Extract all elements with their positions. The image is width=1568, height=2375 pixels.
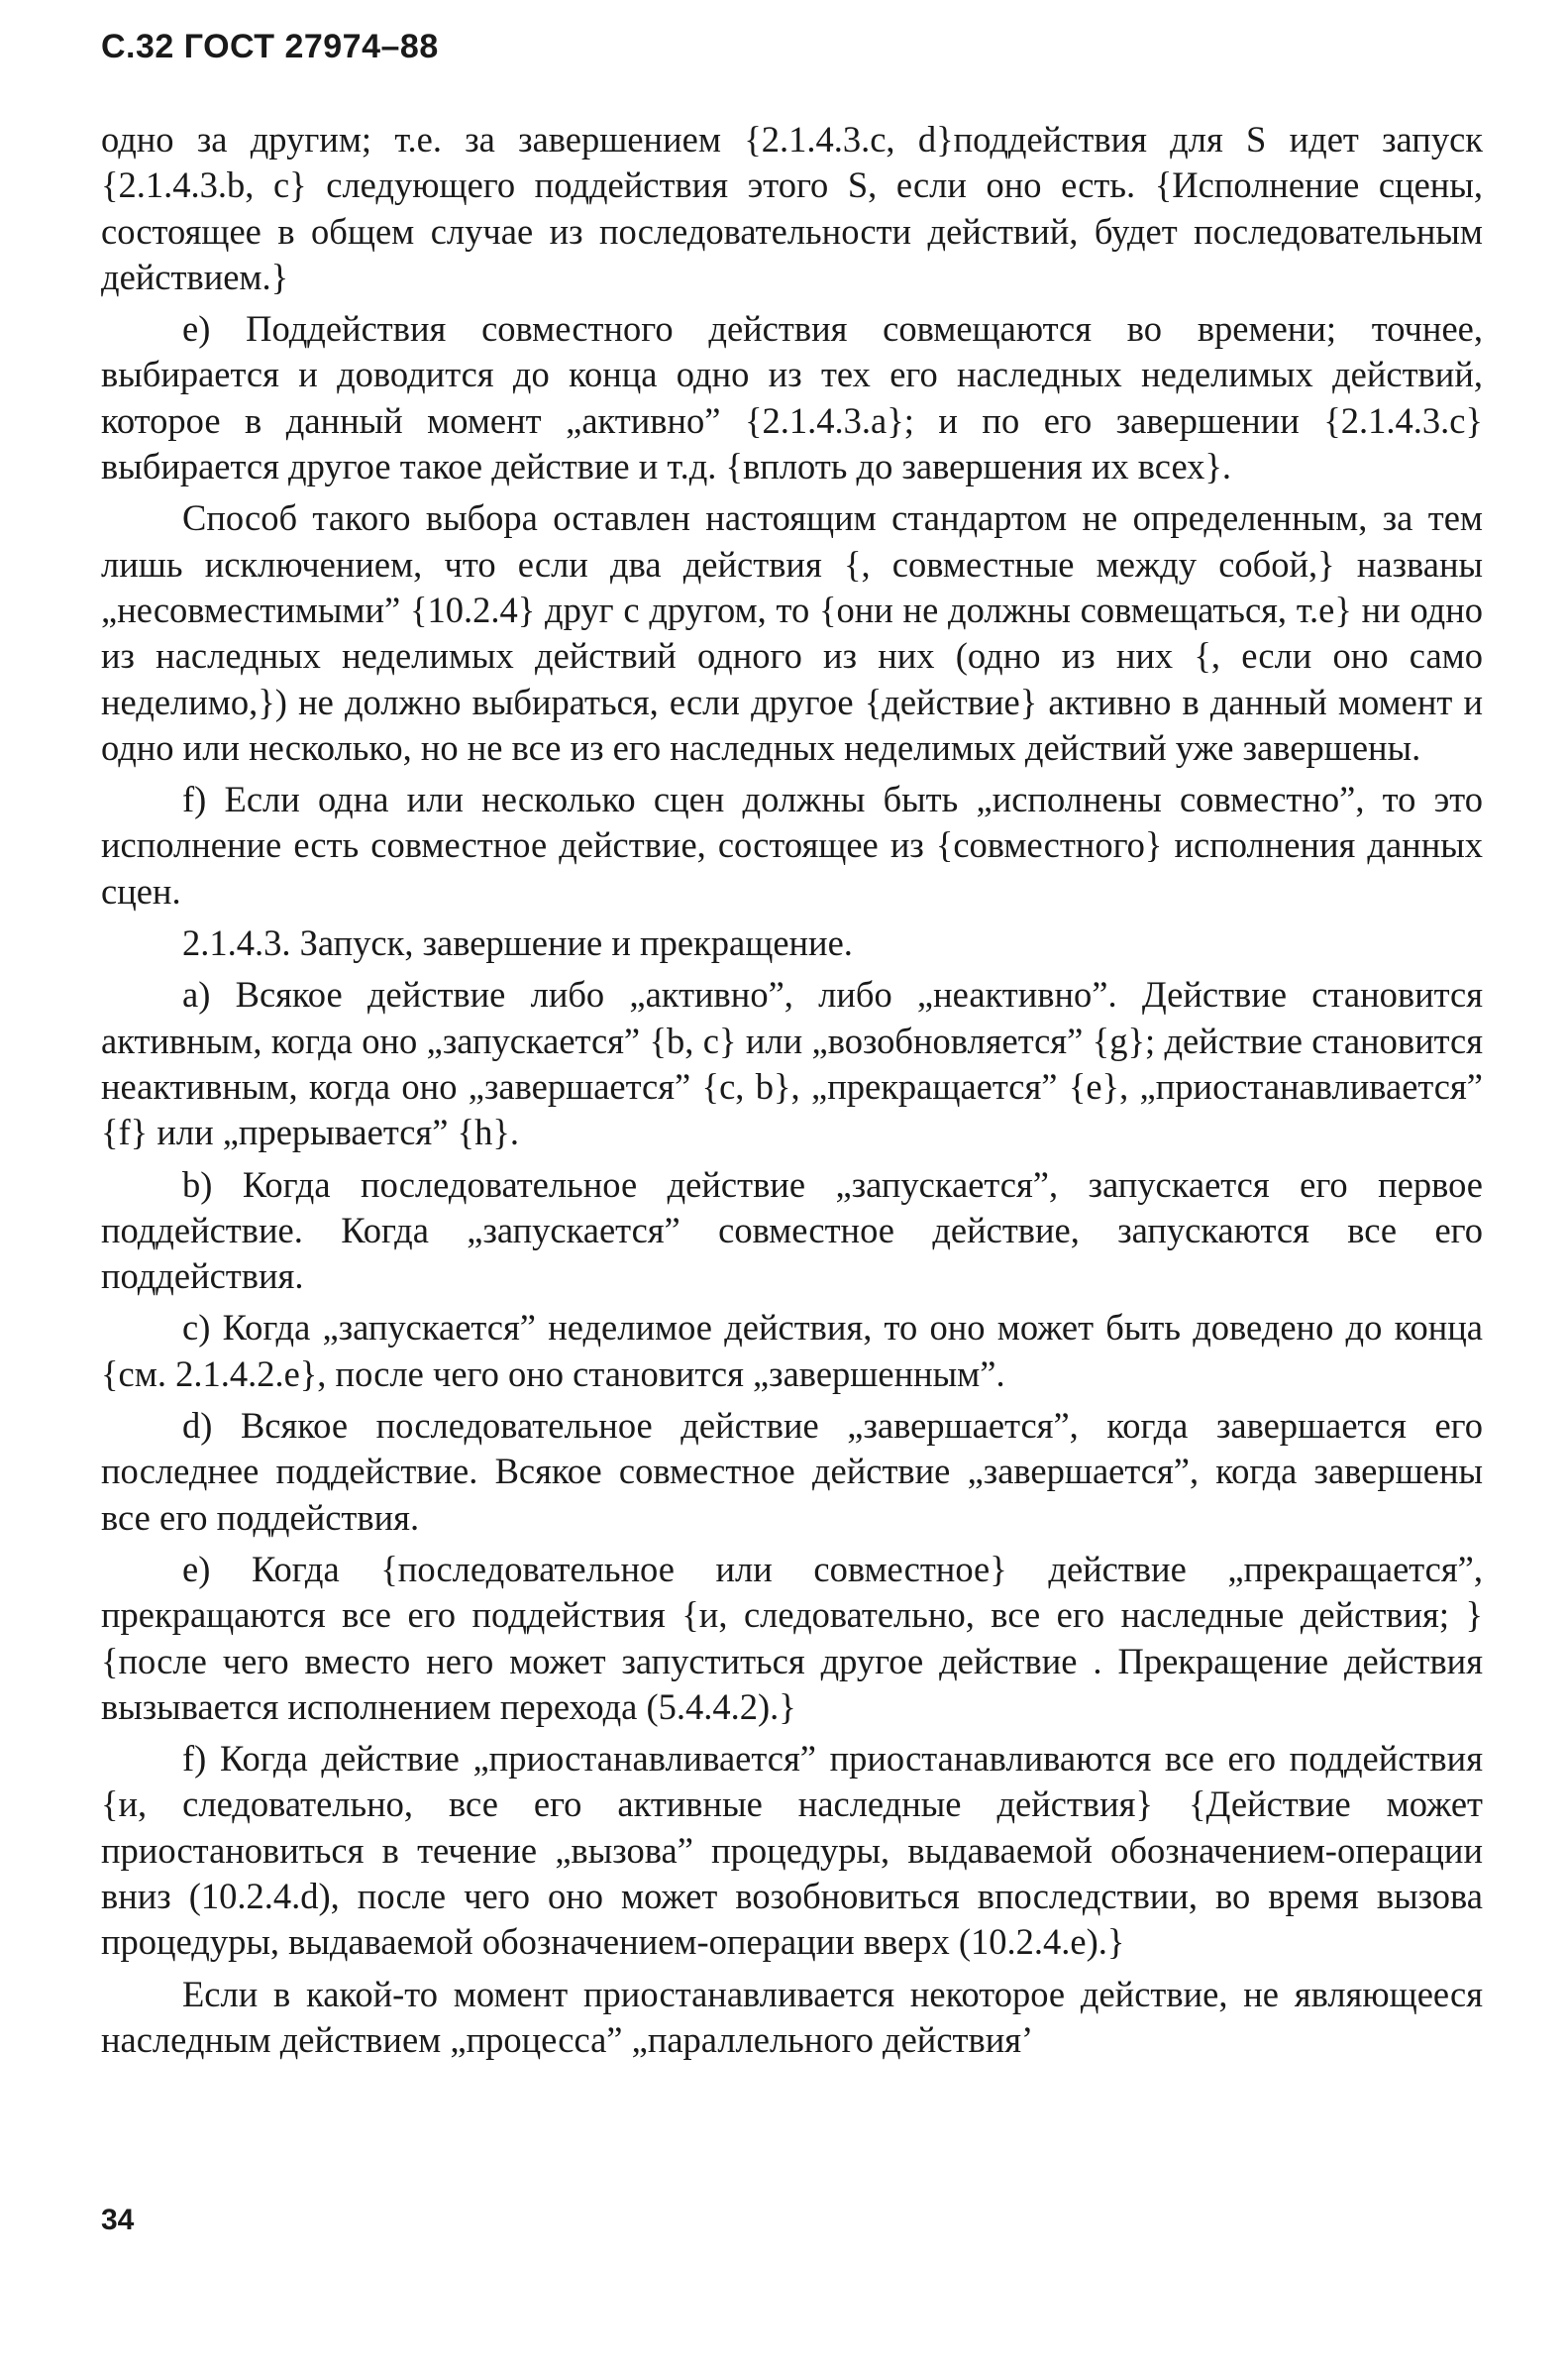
paragraph-selection-method: Способ такого выбора оставлен настоящим стандартом не определенным, за тем лишь исключением, что если два действия {, совместные между собой,} названы „несовместимыми” {10.2.4} друг с другом, то {они не должны совмещаться, т.е} ни одно из наследных неделимых действий одного из них (одно из них {, если оно само неделимо,}) не должно выбираться, если другое {действие} активно в данный момент и одно или несколько, но не все из его наследных неделимых действий уже завершены. — [101, 497, 1483, 768]
section-heading-2-1-4-3: 2.1.4.3. Запуск, завершение и прекращение. — [182, 922, 853, 964]
body-text — [101, 117, 1483, 2069]
page-number: 34 — [101, 2204, 135, 2236]
paragraph-item-d: d) Всякое последовательное действие „завершается”, когда завершается его последнее поддействие. Всякое совместное действие „завершается”, когда завершены все его поддействия. — [101, 1405, 1483, 1538]
paragraph-item-f-scenes: f) Если одна или несколько сцен должны быть „исполнены совместно”, то это исполнение есть совместное действие, состоящее из {совместного} исполнения данных сцен. — [101, 779, 1483, 912]
paragraph-item-e: e) Когда {последовательное или совместное} действие „прекращается”, прекращаются все его поддействия {и, следовательно, все его наследные действия; } {после чего вместо него может запуститься другое действие . Прекращение действия вызывается исполнением перехода (5.4.4.2).} — [101, 1548, 1483, 1727]
paragraph-final: Если в какой-то момент приостанавливается некоторое действие, не являющееся наследным действием „процесса” „параллельного действия’ — [101, 1973, 1483, 2060]
paragraph-item-f: f) Когда действие „приостанавливается” приостанавливаются все его поддействия {и, следовательно, все его активные наследные действия} {Действие может приостановиться в течение „вызова” процедуры, выдаваемой обозначением-операции вниз (10.2.4.d), после чего оно может возобновиться впоследствии, во время вызова процедуры, выдаваемой обозначением-операции вверх (10.2.4.e).} — [101, 1738, 1483, 1963]
paragraph-continuation: одно за другим; т.е. за завершением {2.1.4.3.c, d}поддействия для S идет запуск {2.1.4.3.b, c} следующего поддействия этого S, если оно есть. {Исполнение сцены, состоящее в общем случае из последовательности действий, будет последовательным действием.} — [101, 119, 1483, 297]
paragraph-item-c: c) Когда „запускается” неделимое действия, то оно может быть доведено до конца {см. 2.1.4.2.e}, после чего оно становится „завершенным”. — [101, 1307, 1483, 1394]
paragraph-item-a: a) Всякое действие либо „активно”, либо „неактивно”. Действие становится активным, когда оно „запускается” {b, c} или „возобновляется” {g}; действие становится неактивным, когда оно „завершается” {c, b}, „прекращается” {e}, „приостанавливается” {f} или „прерывается” {h}. — [101, 974, 1483, 1153]
paragraph-item-b: b) Когда последовательное действие „запускается”, запускается его первое поддействие. Когда „запускается” совместное действие, запускаются все его поддействия. — [101, 1163, 1483, 1297]
page-header: С.32 ГОСТ 27974–88 — [101, 28, 439, 65]
paragraph-item-e-parallel: e) Поддействия совместного действия совмещаются во времени; точнее, выбирается и доводится до конца одно из тех его наследных неделимых действий, которое в данный момент „активно” {2.1.4.3.a}; и по его завершении {2.1.4.3.c} выбирается другое такое действие и т.д. {вплоть до завершения их всех}. — [101, 308, 1483, 487]
